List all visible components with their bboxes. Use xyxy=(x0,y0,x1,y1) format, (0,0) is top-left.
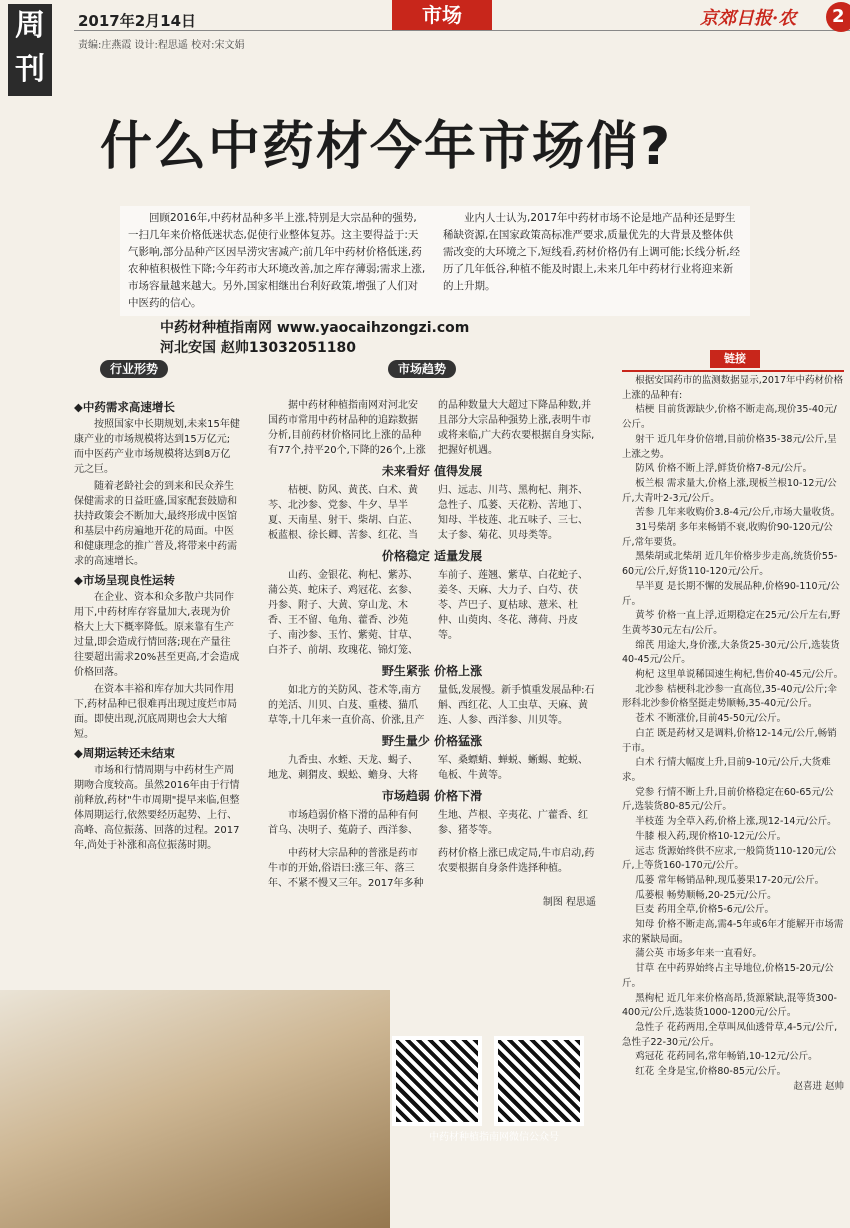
price-entry: 苍术 不断涨价,目前45-50元/公斤。 xyxy=(635,713,787,725)
header-rule xyxy=(74,30,850,31)
qr-caption: 中药材种植指南网微信公众号 xyxy=(429,1132,559,1143)
body-text: 中药材大宗品种的普涨是药市牛市的开始,俗语曰:涨三年、落三年、不紧不慢又三年。2017年多种药材价格上涨已成定局,牛市启动,药农要根据自身条件选择种植。 xyxy=(268,848,595,889)
price-entry: 远志 货源始终供不应求,一般筒货110-120元/公斤,上等货160-170元/公斤。 xyxy=(622,845,837,872)
paper-logo: 京郊日报·农 xyxy=(700,8,797,29)
price-entry: 黑枸杞 近几年来价格高昂,货源紧缺,混等货300-400元/公斤,选装货1000-1200元/公斤。 xyxy=(622,992,837,1019)
weekly-badge: 周刊 xyxy=(8,4,52,96)
subhead: ◆中药需求高速增长 xyxy=(74,400,175,414)
editor-credits: 责编:庄燕霞 设计:程思遥 校对:宋文娟 xyxy=(78,40,245,51)
price-entry: 射干 近几年身价倍增,目前价格35-38元/公斤,呈上涨之势。 xyxy=(622,433,837,460)
subhead: ◆市场呈现良性运转 xyxy=(74,573,175,587)
price-entry: 板兰根 需求量大,价格上涨,现板兰根10-12元/公斤,大青叶2-3元/公斤。 xyxy=(622,477,837,504)
price-entry: 北沙参 桔梗科北沙参一直高位,35-40元/公斤;伞形科北沙参价格坚挺走势顺畅,35-40元/公斤。 xyxy=(622,683,837,710)
price-entry: 急性子 花药两用,全草叫凤仙透骨草,4-5元/公斤,急性子22-30元/公斤。 xyxy=(622,1021,838,1048)
price-entry: 鸡冠花 花药同名,常年畅销,10-12元/公斤。 xyxy=(635,1051,818,1063)
industry-column xyxy=(74,396,240,855)
price-entry: 桔梗 目前货源缺少,价格不断走高,现价35-40元/公斤。 xyxy=(622,404,837,431)
price-entry: 知母 价格不断走高,需4-5年或6年才能解开市场需求的紧缺局面。 xyxy=(622,919,844,945)
body-text: 桔梗、防风、黄芪、白术、黄芩、北沙参、党参、牛夕、旱半夏、天南星、射干、柴胡、白芷、板蓝根、徐长卿、苦参、红花、当归、远志、川芎、黑枸杞、荆芥、急性子、瓜蒌、天花粉、苦地丁、知母、半枝莲、北五味子、三七、太子参、菊花、贝母类等。 xyxy=(268,485,588,541)
price-entry: 枸杞 这里单说稀国速生枸杞,售价40-45元/公斤。 xyxy=(635,669,844,681)
ad-contact: 河北安国 赵帅13032051180 xyxy=(160,340,357,356)
body-text: 市场和行情周期与中药材生产周期吻合度较高。虽然2016年由于行情前释放,药材"牛市周期"提早来临,但整体周期运行,依然要经历起势、上行、高峰、高位振荡、回落的过程。2017年,尚处于补涨和高位振荡时期。 xyxy=(74,765,240,851)
price-entry: 巨麦 药用全草,价格5-6元/公斤。 xyxy=(635,904,775,916)
qr-code-icon[interactable] xyxy=(494,1036,584,1126)
price-entry: 根据安国药市的监测数据显示,2017年中药材价格上涨的品种有: xyxy=(622,375,843,401)
price-entry: 苦参 几年来收购价3.8-4元/公斤,市场大量收货。 xyxy=(635,507,841,519)
price-entry: 白术 行情大幅度上升,目前9-10元/公斤,大货难求。 xyxy=(622,757,831,783)
lead-text: 业内人士认为,2017年中药材市场不论是地产品种还是野生稀缺资源,在国家政策高标准严要求,质量优先的大背景及整体供需改变的大环境之下,短线看,药材价格仍有上调可能;长线分析,经历了几年低谷,种植不能及时跟上,未来几年中药材行业将迎来新的上升期。 xyxy=(443,212,741,292)
price-entry: 防风 价格不断上浮,鲜货价格7-8元/公斤。 xyxy=(635,463,813,475)
price-entry: 旱半夏 是长期不懈的发展品种,价格90-110元/公斤。 xyxy=(622,580,840,607)
price-entry: 党参 行情不断上升,目前价格稳定在60-65元/公斤,选装货80-85元/公斤。 xyxy=(622,786,834,813)
group-title: 野生量少 价格猛涨 xyxy=(381,734,483,748)
price-entry: 牛膝 根入药,现价格10-12元/公斤。 xyxy=(635,830,787,842)
section-label-industry: 行业形势 xyxy=(100,360,168,378)
price-entry: 黄芩 价格一直上浮,近期稳定在25元/公斤左右,野生黄芩30元左右/公斤。 xyxy=(622,610,841,636)
qr-code-icon[interactable] xyxy=(392,1036,482,1126)
price-entry: 绵芪 用途大,身价涨,大条货25-30元/公斤,选装货40-45元/公斤。 xyxy=(622,639,840,666)
price-entry: 瓜蒌 常年畅销品种,现瓜蒌果17-20元/公斤。 xyxy=(635,874,825,886)
body-text: 在企业、资本和众多散户共同作用下,中药材库存容量加大,表现为价格大上大下概率降低。原来靠有生产过量,即会造成行情回落;现在产量往往要超出需求20%甚至更高,才会造成价格回落。 xyxy=(74,592,240,678)
ad-website: 中药材种植指南网 www.yaocaihzongzi.com xyxy=(160,320,470,336)
price-entry: 黑柴胡或北柴胡 近几年价格步步走高,统货价55-60元/公斤,好货110-120元/公斤。 xyxy=(622,551,838,578)
byline: 赵喜进 赵帅 xyxy=(793,1080,844,1092)
trend-column xyxy=(268,398,596,910)
group-title: 价格稳定 适量发展 xyxy=(381,549,483,563)
body-text: 如北方的关防风、苍术等,南方的羌活、川贝、白芨、重楼、猫爪草等,十几年来一直价高、价涨,且产量低,发展慢。新手慎重发展品种:石斛、西红花、人工虫草、天麻、黄连、人参、西洋参、川贝等。 xyxy=(268,685,595,726)
subhead: ◆周期运转还未结束 xyxy=(74,746,175,760)
price-entry: 红花 全身是宝,价格80-85元/公斤。 xyxy=(635,1066,787,1078)
group-title: 未来看好 值得发展 xyxy=(381,464,483,478)
body-text: 随着老龄社会的到来和民众养生保健需求的日益旺盛,国家配套鼓励和扶持政策会不断加大,最终形成中医馆和基层中药房遍地开花的局面。中医和健康理念的推广普及,将带来中药需求的高速增长。 xyxy=(74,481,238,567)
link-rule xyxy=(622,370,844,372)
price-entry: 31号柴胡 多年来畅销不衰,收购价90-120元/公斤,常年要货。 xyxy=(622,522,833,548)
page-number: 2 xyxy=(826,2,850,32)
body-text: 山药、金银花、枸杞、紫苏、蒲公英、蛇床子、鸡冠花、玄参、丹参、附子、大黄、穿山龙、木香、王不留、龟角、藿香、沙苑子、南沙参、玉竹、紫菀、甘草、白芥子、前胡、玫瑰花、锦灯笼、车前子、莲翘、紫草、白花蛇子、姜冬、天麻、大力子、白芍、茯苓、芦巴子、夏枯球、薏米、杜仲、山萸肉、冬花、薄荷、丹皮等。 xyxy=(268,570,588,656)
body-text: 在资本丰裕和库存加大共同作用下,药材品种已很难再出现过度烂市局面。即使出现,沉底周期也会大大缩短。 xyxy=(74,684,238,740)
section-label-trend: 市场趋势 xyxy=(388,360,456,378)
section-tab: 市场 xyxy=(392,0,492,30)
group-title: 市场趋弱 价格下滑 xyxy=(381,789,483,803)
body-text: 市场趋弱价格下滑的品种有何首乌、决明子、菟蔚子、西洋参、生地、芦根、辛夷花、广藿香、红参、猪苓等。 xyxy=(268,810,588,836)
price-entry: 白芷 既是药材又是调料,价格12-14元/公斤,畅销于市。 xyxy=(622,727,837,754)
link-column xyxy=(622,374,844,1094)
section-label-link: 链接 xyxy=(710,350,760,368)
issue-date: 2017年2月14日 xyxy=(78,12,197,30)
price-entry: 瓜蒌根 畅势顺畅,20-25元/公斤。 xyxy=(635,889,777,901)
body-text: 按照国家中长期规划,未来15年健康产业的市场规模将达到15万亿元;而中医药产业市场规模将达到8万亿元之巨。 xyxy=(74,419,240,475)
advertisement xyxy=(160,318,469,358)
lead-paragraph xyxy=(120,206,750,316)
headline: 什么中药材今年市场俏? xyxy=(100,117,673,177)
lead-text: 回顾2016年,中药材品种多半上涨,特别是大宗品种的强势,一扫几年来价格低迷状态,促使行业整体复苏。这主要得益于:天气影响,部分品种产区因旱涝灾害减产;前几年中药材价格低迷,药农种植积极性下降;今年药市大环境改善,加之库存薄弱;需求上涨,市场容量越来越大。另外,国家相继出台利好政策,增强了人们对中医药的信心。 xyxy=(128,212,426,309)
group-title: 野生紧张 价格上涨 xyxy=(381,664,483,678)
price-entry: 半枝莲 为全草入药,价格上涨,现12-14元/公斤。 xyxy=(635,816,837,828)
graphic-credit: 制图 程思遥 xyxy=(542,897,596,908)
price-entry: 甘草 在中药界始终占主导地位,价格15-20元/公斤。 xyxy=(622,963,834,989)
body-text: 九香虫、水蛭、天龙、蝎子、地龙、刺猬皮、蜈蚣、蟾身、大将军、桑螵蛸、蝉蜕、蜥蜴、蛇蜕、龟板、牛黄等。 xyxy=(268,755,588,781)
body-text: 据中药材种植指南网对河北安国药市常用中药材品种的追踪数据分析,目前药材价格同比上涨的品种有77个,持平20个,下降的26个,上涨的品种数量大大超过下降品种数,并且部分大宗品种强势上涨,表明牛市或将来临,广大药农要根据自身实际,把握好机遇。 xyxy=(268,400,595,456)
price-entry: 蒲公英 市场多年来一直看好。 xyxy=(635,948,762,960)
herb-photo xyxy=(0,990,390,1228)
